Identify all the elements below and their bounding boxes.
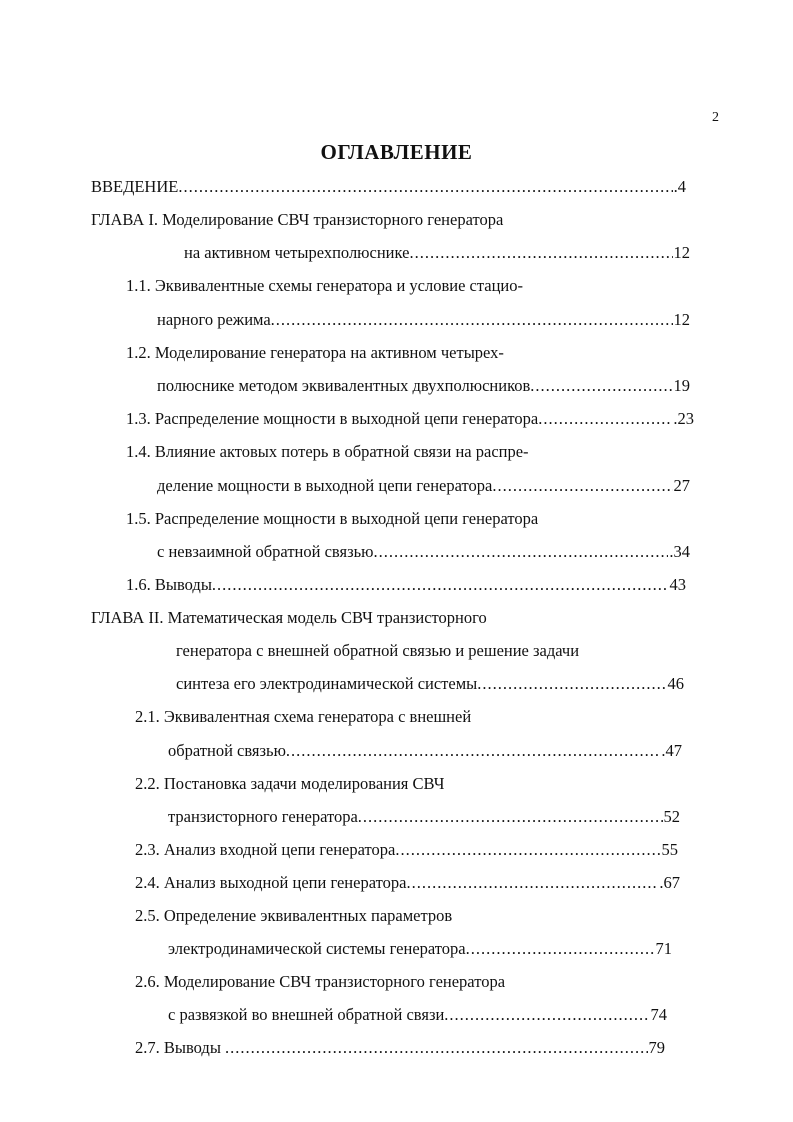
leader-dots — [530, 375, 672, 397]
toc-entry-page: 46 — [667, 674, 684, 693]
toc-entry-text: 1.3. Распределение мощности в выходной цепи генератора — [126, 409, 539, 428]
toc-entry-text: 1.2. Моделирование генератора на активном четырех- — [126, 343, 504, 362]
toc-entry-1-4-cont[interactable] — [157, 475, 690, 497]
toc-entry-text: 2.7. Выводы — [135, 1038, 226, 1057]
toc-entry-page: 43 — [669, 575, 686, 594]
toc-entry-page: 79 — [648, 1038, 665, 1057]
toc-entry-2-4[interactable] — [135, 872, 680, 894]
toc-entry-text: полюснике методом эквивалентных двухполюсников — [157, 376, 531, 395]
toc-entry-2-5-cont[interactable] — [168, 938, 672, 960]
toc-entry-text: деление мощности в выходной цепи генератора — [157, 476, 493, 495]
toc-entry-1-2-cont[interactable] — [157, 375, 690, 397]
toc-entry-page: .4 — [673, 177, 686, 196]
toc-entry-text: ГЛАВА II. Математическая модель СВЧ транзисторного — [91, 608, 487, 627]
toc-entry-1-1[interactable] — [126, 275, 523, 297]
leader-dots — [395, 839, 660, 861]
toc-entry-1-2[interactable] — [126, 342, 504, 364]
leader-dots — [492, 475, 672, 497]
toc-entry-page: 55 — [661, 840, 678, 859]
toc-entry-2-3[interactable] — [135, 839, 678, 861]
toc-entry-1-4[interactable] — [126, 441, 529, 463]
toc-entry-text: нарного режима — [157, 310, 271, 329]
toc-entry-page: 12 — [673, 310, 690, 329]
toc-entry-2-7[interactable] — [135, 1037, 665, 1059]
toc-entry-2-1-cont[interactable] — [168, 740, 682, 762]
toc-entry-2-2[interactable] — [135, 773, 444, 795]
toc-entry-text: 1.1. Эквивалентные схемы генератора и условие стацио- — [126, 276, 523, 295]
toc-entry-text: генератора с внешней обратной связью и решение задачи — [176, 641, 580, 660]
toc-entry-chapter-1[interactable] — [91, 209, 503, 231]
toc-entry-text: на активном четырехполюснике — [184, 243, 410, 262]
toc-entry-page: .67 — [659, 873, 680, 892]
leader-dots — [444, 1004, 649, 1026]
toc-entry-2-5[interactable] — [135, 905, 452, 927]
toc-entry-text: транзисторного генератора — [168, 807, 358, 826]
leader-dots — [466, 938, 655, 960]
toc-entry-chapter-2[interactable] — [91, 607, 487, 629]
toc-entry-1-5-cont[interactable] — [157, 541, 690, 563]
toc-entry-text: 1.6. Выводы — [126, 575, 212, 594]
leader-dots — [358, 806, 663, 828]
toc-entry-text: ГЛАВА I. Моделирование СВЧ транзисторного генератора — [91, 210, 504, 229]
toc-entry-2-2-cont[interactable] — [168, 806, 680, 828]
toc-entry-text: ВВЕДЕНИЕ — [91, 177, 179, 196]
toc-entry-1-1-cont[interactable] — [157, 309, 690, 331]
toc-entry-page: 74 — [650, 1005, 667, 1024]
toc-entry-page: 19 — [673, 376, 690, 395]
leader-dots — [178, 176, 672, 198]
toc-entry-chapter-1-cont[interactable] — [184, 242, 690, 264]
page-number: 2 — [712, 110, 719, 125]
leader-dots — [406, 872, 658, 894]
toc-entry-text: 2.5. Определение эквивалентных параметров — [135, 906, 453, 925]
leader-dots — [538, 408, 672, 430]
toc-entry-page: 27 — [673, 476, 690, 495]
toc-entry-text: обратной связью — [168, 741, 286, 760]
toc-entry-text: 1.4. Влияние актовых потерь в обратной связи на распре- — [126, 442, 529, 461]
toc-entry-1-3[interactable] — [126, 408, 694, 430]
toc-entry-page: .34 — [669, 542, 690, 561]
toc-entry-text: 1.5. Распределение мощности в выходной цепи генератора — [126, 509, 539, 528]
toc-entry-chapter-2-cont[interactable] — [176, 640, 579, 662]
toc-entry-1-5[interactable] — [126, 508, 538, 530]
toc-entry-2-6[interactable] — [135, 971, 505, 993]
toc-entry-text: синтеза его электродинамической системы — [176, 674, 478, 693]
toc-entry-page: 12 — [673, 243, 690, 262]
leader-dots — [212, 574, 669, 596]
toc-entry-text: электродинамической системы генератора — [168, 939, 466, 958]
leader-dots — [373, 541, 668, 563]
toc-entry-page: .47 — [661, 741, 682, 760]
toc-entry-page: 52 — [663, 807, 680, 826]
toc-entry-2-1[interactable] — [135, 706, 471, 728]
leader-dots — [409, 242, 672, 264]
toc-entry-text: 2.3. Анализ входной цепи генератора — [135, 840, 396, 859]
toc-entry-page: .23 — [673, 409, 694, 428]
toc-entry-text: 2.2. Постановка задачи моделирования СВЧ — [135, 774, 445, 793]
toc-entry-2-6-cont[interactable] — [168, 1004, 667, 1026]
toc-entry-text: 2.1. Эквивалентная схема генератора с внешней — [135, 707, 472, 726]
leader-dots — [271, 309, 673, 331]
toc-entry-introduction[interactable] — [91, 176, 686, 198]
toc-entry-text: 2.6. Моделирование СВЧ транзисторного генератора — [135, 972, 506, 991]
leader-dots — [477, 673, 666, 695]
toc-entry-text: 2.4. Анализ выходной цепи генератора — [135, 873, 407, 892]
toc-entry-page: 71 — [655, 939, 672, 958]
toc-entry-text: с невзаимной обратной связью — [157, 542, 374, 561]
leader-dots — [225, 1037, 647, 1059]
toc-entry-text: с развязкой во внешней обратной связи — [168, 1005, 445, 1024]
leader-dots — [286, 740, 660, 762]
page-title: ОГЛАВЛЕНИЕ — [320, 140, 473, 164]
toc-entry-chapter-2-cont-2[interactable] — [176, 673, 684, 695]
toc-entry-1-6[interactable] — [126, 574, 686, 596]
